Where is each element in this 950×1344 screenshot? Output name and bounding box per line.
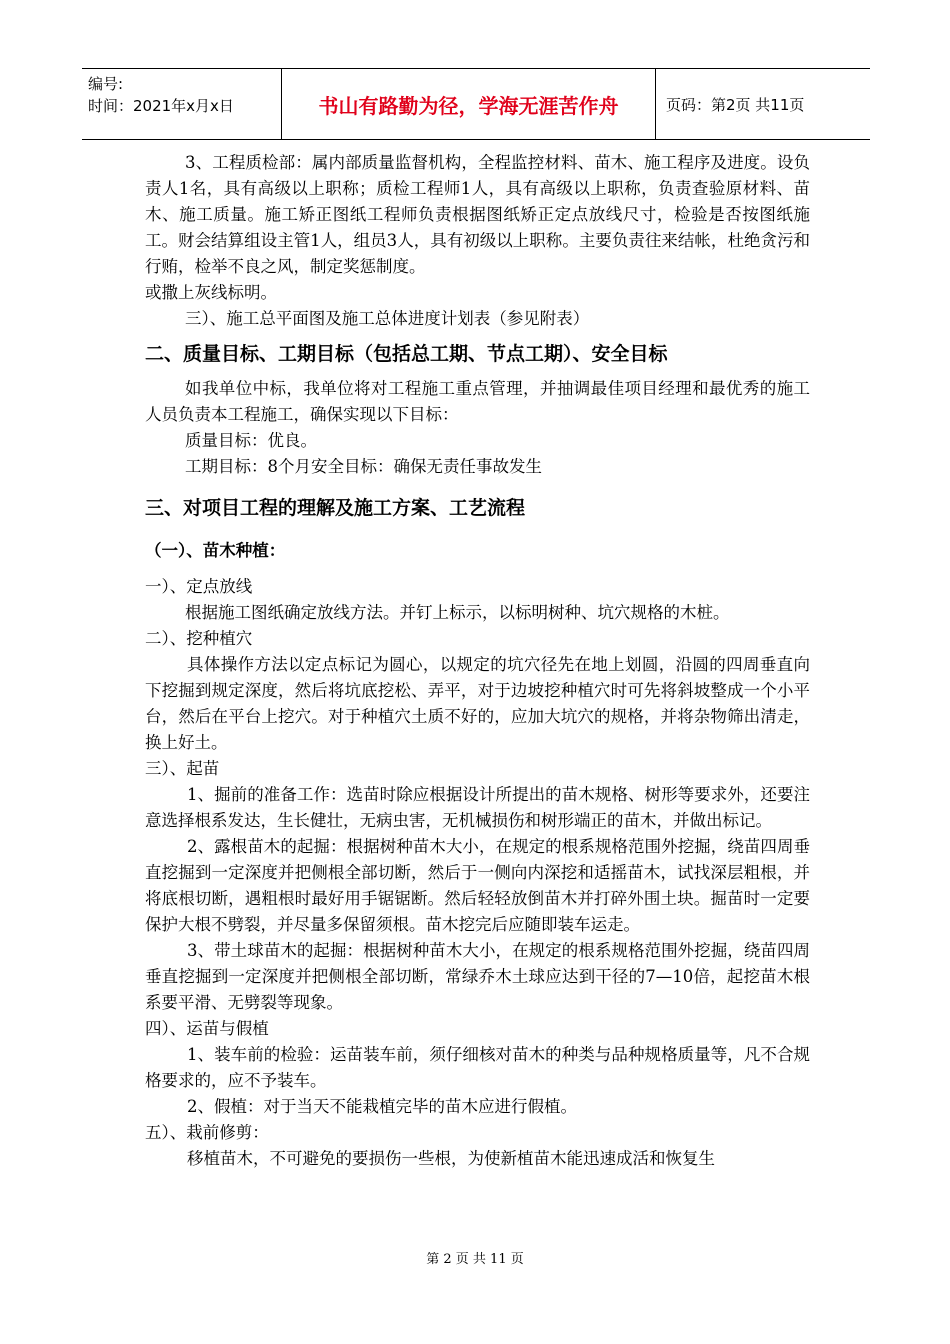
header-motto: 书山有路勤为径，学海无涯苦作舟 <box>282 69 656 139</box>
page-header <box>82 68 870 140</box>
page-footer: 第 2 页 共 11 页 <box>426 1252 524 1267</box>
section-text-heeling-in: 2、假植：对于当天不能栽植完毕的苗木应进行假植。 <box>187 1097 577 1116</box>
heading-targets: 二、质量目标、工期目标（包括总工期、节点工期）、安全目标 <box>145 343 668 365</box>
header-page-info: 页码：第2页 共11页 <box>666 95 805 114</box>
section-text-root-ball: 3、带土球苗木的起掘：根据树种苗木大小，在规定的根系规格范围外挖掘，绕苗四周垂直挖掘到一定深度并把侧根全部切断，常绿乔木土球应达到干径的7—10倍，起挖苗木根系要平滑、无劈裂等现象。 <box>145 941 810 1012</box>
header-meta <box>82 69 282 139</box>
heading-planting: （一）、苗木种植： <box>145 541 286 560</box>
document-number: 编号: <box>88 75 124 93</box>
section-text-inspection: 1、装车前的检验：运苗装车前，须仔细核对苗木的种类与品种规格质量等，凡不合规格要求的，应不予装车。 <box>145 1045 810 1090</box>
paragraph-quality-dept: 3、工程质检部：属内部质量监督机构，全程监控材料、苗木、施工程序及进度。设负责人1名，具有高级以上职称；质检工程师1人，具有高级以上职称，负责查验原材料、苗木、施工质量。施工矫正图纸工程师负责根据图纸矫正定点放线尺寸，检验是否按图纸施工。财会结算组设主管1人，组员3人，具有初级以上职称。主要负责往来结帐，杜绝贪污和行贿，检举不良之风，制定奖惩制度。 <box>145 153 810 276</box>
section-title-transport: 四）、运苗与假植 <box>145 1019 269 1038</box>
section-text-pits: 具体操作方法以定点标记为圆心，以规定的坑穴径先在地上划圆，沿圆的四周垂直向下挖掘到规定深度，然后将坑底挖松、弄平，对于边坡挖种植穴时可先将斜坡整成一个小平台，然后在平台上挖穴。对于种植穴土质不好的，应加大坑穴的规格，并将杂物筛出清走，换上好土。 <box>145 655 810 752</box>
paragraph-quality-target: 质量目标：优良。 <box>185 431 317 450</box>
section-title-pits: 二）、挖种植穴 <box>145 629 253 648</box>
section-text-layout: 根据施工图纸确定放线方法。并钉上标示，以标明树种、坑穴规格的木桩。 <box>185 603 730 622</box>
section-text-bare-root: 2、露根苗木的起掘：根据树种苗木大小，在规定的根系规格范围外挖掘，绕苗四周垂直挖掘到一定深度并把侧根全部切断，然后于一侧向内深挖和适摇苗木，试找深层粗根，并将底根切断，遇粗根时最好用手锯锯断。然后轻轻放倒苗木并打碎外围土块。掘苗时一定要保护大根不劈裂，并尽量多保留须根。苗木挖完后应随即装车运走。 <box>145 837 810 934</box>
document-body <box>145 150 810 1172</box>
section-text-lifting-prep: 1、掘前的准备工作：选苗时除应根据设计所提出的苗木规格、树形等要求外，还要注意选择根系发达，生长健壮，无病虫害，无机械损伤和树形端正的苗木，并做出标记。 <box>145 785 810 830</box>
paragraph-lime-line: 或撒上灰线标明。 <box>145 283 277 302</box>
section-title-pruning: 五）、栽前修剪： <box>145 1123 269 1142</box>
paragraph-site-plan: 三）、施工总平面图及施工总体进度计划表（参见附表） <box>185 309 590 328</box>
section-text-pruning: 移植苗木，不可避免的要损伤一些根，为使新植苗木能迅速成活和恢复生 <box>187 1149 715 1168</box>
heading-construction-plan: 三、对项目工程的理解及施工方案、工艺流程 <box>145 497 526 519</box>
paragraph-targets-intro: 如我单位中标，我单位将对工程施工重点管理，并抽调最佳项目经理和最优秀的施工人员负责本工程施工，确保实现以下目标： <box>145 379 810 424</box>
section-title-lifting: 三）、起苗 <box>145 759 220 778</box>
document-date: 时间：2021年x月x日 <box>88 97 234 115</box>
paragraph-schedule-target: 工期目标：8个月安全目标：确保无责任事故发生 <box>185 457 542 476</box>
section-title-layout: 一）、定点放线 <box>145 577 253 596</box>
